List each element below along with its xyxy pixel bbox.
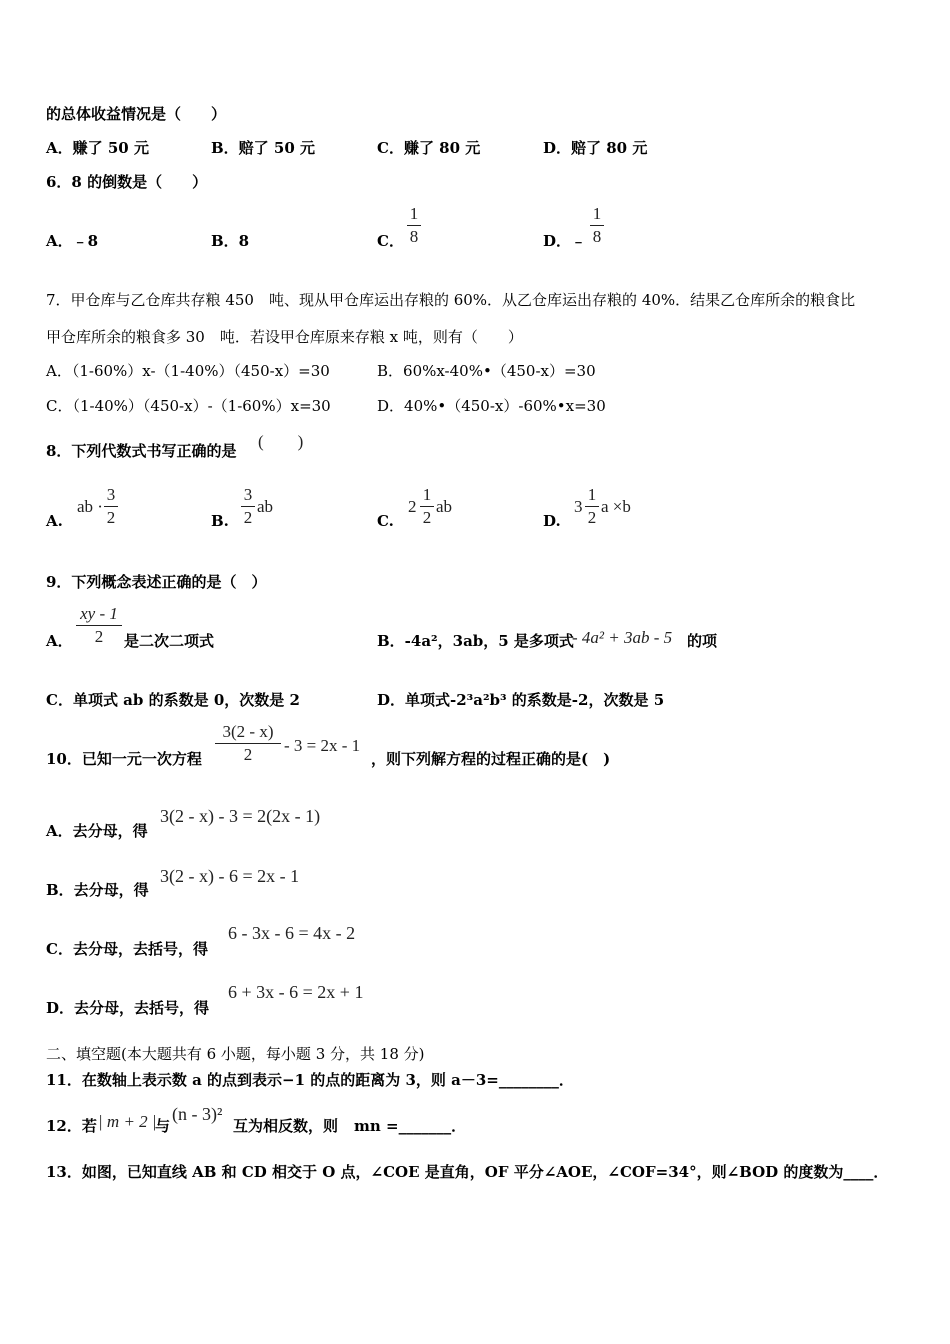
q10-eq-fraction — [215, 722, 281, 765]
q13: 13．如图，已知直线 AB 和 CD 相交于 O 点，∠COE 是直角，OF 平分∠AOE，∠COF=34°，则∠BOD 的度数为____． — [46, 1163, 889, 1181]
q11: 11．在数轴上表示数 a 的点到表示−1 的点的距离为 3，则 a－3=________． — [46, 1071, 574, 1089]
fraction-denominator: 2 — [587, 508, 597, 527]
q8-b-fraction — [241, 485, 255, 528]
q5-option-b: B．赔了 50 元 — [211, 139, 315, 157]
fraction-numerator: xy - 1 — [80, 604, 118, 623]
q10-stem-pre: 10．已知一元一次方程 — [46, 750, 202, 768]
q8-d-fraction — [585, 485, 599, 528]
q9-b-expr: - 4a² + 3ab - 5 — [572, 628, 673, 647]
fraction-numerator: 1 — [409, 204, 419, 223]
q9-stem: 9．下列概念表述正确的是（ ） — [46, 573, 267, 591]
q8-option-c: C. — [377, 512, 394, 530]
fraction-numerator: 3(2 - x) — [222, 722, 274, 741]
q8-a-fraction — [104, 485, 118, 528]
q9-b-tail: 的项 — [687, 632, 718, 650]
q12-post: 互为相反数，则 — [233, 1117, 339, 1135]
q7-stem-line2: 甲仓库所余的粮食多 30 吨．若设甲仓库原来存粮 x 吨，则有（ ） — [46, 328, 523, 346]
fraction-denominator: 8 — [592, 227, 602, 246]
fraction-numerator: 3 — [243, 485, 253, 504]
q9-option-d: D．单项式-2³a²b³ 的系数是-2，次数是 5 — [377, 691, 665, 709]
q9-option-b: B．-4a²，3ab，5 是多项式 — [377, 632, 574, 650]
q7-option-b: B．60%x-40%•（450-x）=30 — [377, 362, 596, 380]
q12-pre: 12．若 — [46, 1117, 97, 1135]
q9-a-tail: 是二次二项式 — [124, 632, 215, 650]
q6-option-d: D．﹣ — [543, 232, 587, 250]
q8-stem: 8．下列代数式书写正确的是 — [46, 442, 237, 460]
q12-abs-expr: | m + 2 | — [98, 1112, 157, 1131]
q8-option-a: A. — [46, 512, 63, 530]
q8-c-fraction — [420, 485, 434, 528]
fraction-denominator: 2 — [94, 627, 104, 646]
q8-c-tail: ab — [436, 497, 453, 516]
fraction-numerator: 1 — [422, 485, 432, 504]
q5-stem: 的总体收益情况是（ ） — [46, 105, 227, 123]
q7-option-a: A．（1-60%）x-（1-40%）（450-x）=30 — [46, 362, 330, 380]
q7-stem-line1: 7．甲仓库与乙仓库共存粮 450 吨、现从甲仓库运出存粮的 60%．从乙仓库运出存粮的 40%．结果乙仓库所余的粮食比 — [46, 291, 856, 309]
section-2-heading: 二、填空题(本大题共有 6 小题，每小题 3 分，共 18 分) — [46, 1045, 425, 1063]
q6-stem: 6．8 的倒数是（ ） — [46, 173, 208, 191]
q10-option-a: A．去分母，得 — [46, 822, 148, 840]
fraction-numerator: 3 — [106, 485, 116, 504]
q8-d-whole: 3 — [574, 497, 583, 516]
fraction-denominator: 2 — [243, 745, 253, 764]
q9-option-c: C．单项式 ab 的系数是 0，次数是 2 — [46, 691, 300, 709]
q5-option-d: D．赔了 80 元 — [543, 139, 648, 157]
q6-option-c: C． — [377, 232, 404, 250]
q10-option-c: C．去分母，去括号，得 — [46, 940, 208, 958]
fraction-denominator: 2 — [106, 508, 116, 527]
q6-option-a: A．﹣8 — [46, 232, 99, 250]
q5-option-a: A．赚了 50 元 — [46, 139, 149, 157]
q10-stem-post: ，则下列解方程的过程正确的是( ) — [371, 750, 611, 768]
q10-option-d: D．去分母，去括号，得 — [46, 999, 210, 1017]
q10-c-expr: 6 - 3x - 6 = 4x - 2 — [228, 923, 356, 943]
q8-paren: ( ) — [258, 432, 304, 451]
q10-option-b: B．去分母，得 — [46, 881, 149, 899]
q8-b-tail: ab — [257, 497, 274, 516]
q12-square-expr: (n - 3)² — [172, 1104, 223, 1124]
q10-a-expr: 3(2 - x) - 3 = 2(2x - 1) — [160, 806, 321, 826]
fraction-denominator: 8 — [409, 227, 419, 246]
q8-option-d: D. — [543, 512, 561, 530]
q8-c-whole: 2 — [408, 497, 417, 516]
fraction-numerator: 1 — [592, 204, 602, 223]
q7-option-d: D．40%•（450-x）-60%•x=30 — [377, 397, 606, 415]
q10-b-expr: 3(2 - x) - 6 = 2x - 1 — [160, 866, 300, 886]
q6-c-fraction — [407, 204, 421, 247]
fraction-denominator: 2 — [422, 508, 432, 527]
q8-option-b: B. — [211, 512, 229, 530]
q6-d-fraction — [590, 204, 604, 247]
q10-d-expr: 6 + 3x - 6 = 2x + 1 — [228, 982, 364, 1002]
q8-d-tail: a ×b — [601, 497, 631, 516]
q9-a-fraction — [76, 604, 122, 647]
q6-option-b: B．8 — [211, 232, 250, 250]
q10-eq-tail: - 3 = 2x - 1 — [284, 736, 361, 755]
q9-option-a: A． — [46, 632, 73, 650]
fraction-denominator: 2 — [243, 508, 253, 527]
q7-option-c: C．（1-40%）（450-x）-（1-60%）x=30 — [46, 397, 331, 415]
fraction-numerator: 1 — [587, 485, 597, 504]
q12-mn-blank: mn =_______． — [354, 1117, 467, 1135]
q12-mid: 与 — [155, 1117, 171, 1135]
q5-option-c: C．赚了 80 元 — [377, 139, 481, 157]
q8-a-expr: ab · — [77, 497, 103, 516]
